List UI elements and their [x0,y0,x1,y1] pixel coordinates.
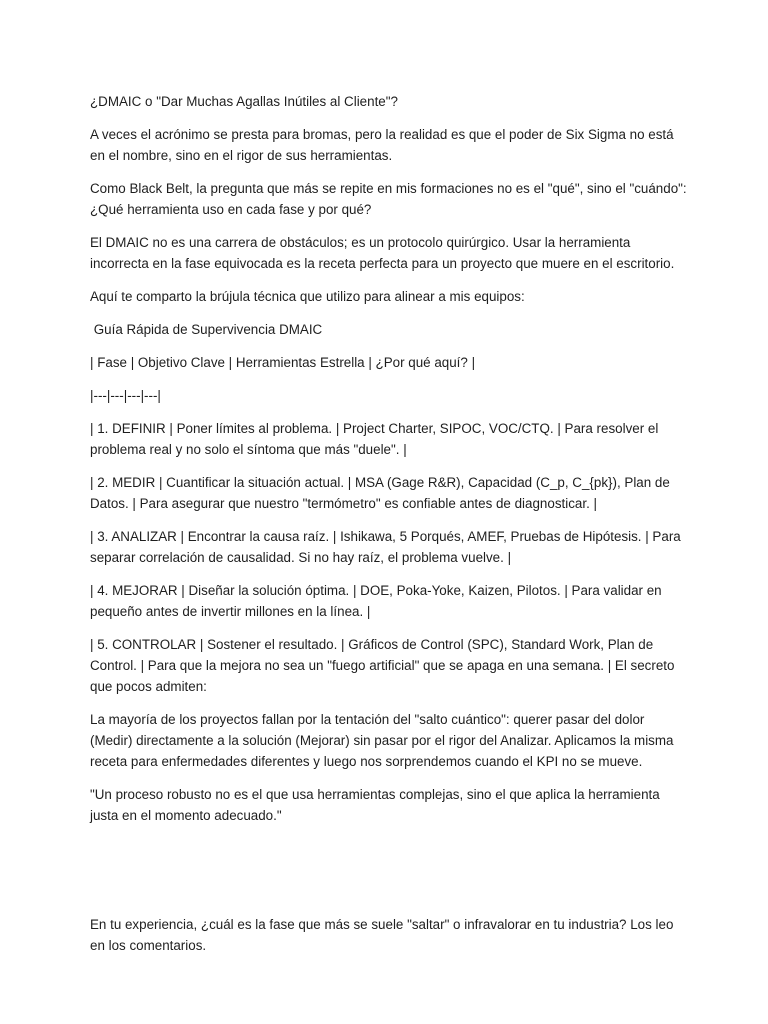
paragraph-quantum-leap: La mayoría de los proyectos fallan por la tentación del "salto cuántico": querer pasar del dolor (Medir) directamente a la solución (Mejorar) sin pasar por el rigor del Analizar. Aplicamos la misma receta para enfermedades diferentes y luego nos sorprendemos cuando el KPI no se mueve. [90,712,678,769]
paragraph-question: Como Black Belt, la pregunta que más se repite en mis formaciones no es el "qué", sino el "cuándo": ¿Qué herramienta uso en cada fase y por qué? [90,181,691,217]
table-row-medir: | 2. MEDIR | Cuantificar la situación actual. | MSA (Gage R&R), Capacidad (C_p, C_{pk}), Plan de Datos. | Para asegurar que nuestro "termómetro" es confiable antes de diagnosticar. | [90,475,674,511]
paragraph-protocol: El DMAIC no es una carrera de obstáculos; es un protocolo quirúrgico. Usar la herramienta incorrecta en la fase equivocada es la receta perfecta para un proyecto que muere en el escritorio. [90,235,675,271]
table-row-analizar: | 3. ANALIZAR | Encontrar la causa raíz. | Ishikawa, 5 Porqués, AMEF, Pruebas de Hipótesis. | Para separar correlación de causalidad. Si no hay raíz, el problema vuelve. | [90,529,685,565]
table-separator-row: |---|---|---|---| [90,388,161,403]
paragraph-compass: Aquí te comparto la brújula técnica que utilizo para alinear a mis equipos: [90,289,525,304]
table-row-mejorar: | 4. MEJORAR | Diseñar la solución óptima. | DOE, Poka-Yoke, Kaizen, Pilotos. | Para validar en pequeño antes de invertir millones en la línea. | [90,583,666,619]
table-row-definir: | 1. DEFINIR | Poner límites al problema. | Project Charter, SIPOC, VOC/CTQ. | Para resolver el problema real y no solo el síntoma que más "duele". | [90,421,663,457]
paragraph-intro: A veces el acrónimo se presta para bromas, pero la realidad es que el poder de Six Sigma no está en el nombre, sino en el rigor de sus herramientas. [90,127,678,163]
post-title: ¿DMAIC o "Dar Muchas Agallas Inútiles al Cliente"? [90,94,398,109]
document-page [90,91,690,968]
table-header-row: | Fase | Objetivo Clave | Herramientas Estrella | ¿Por qué aquí? | [90,355,476,370]
guide-heading: Guía Rápida de Supervivencia DMAIC [90,322,323,337]
table-row-controlar: | 5. CONTROLAR | Sostener el resultado. | Gráficos de Control (SPC), Standard Work, Plan de Control. | Para que la mejora no sea un "fuego artificial" que se apaga en una semana. | El secreto que pocos admiten: [90,637,679,694]
paragraph-closing-question: En tu experiencia, ¿cuál es la fase que más se suele "saltar" o infravalorar en tu industria? Los leo en los comentarios. [90,917,678,953]
blank-space [90,838,690,914]
quote: "Un proceso robusto no es el que usa herramientas complejas, sino el que aplica la herramienta justa en el momento adecuado." [90,787,664,823]
